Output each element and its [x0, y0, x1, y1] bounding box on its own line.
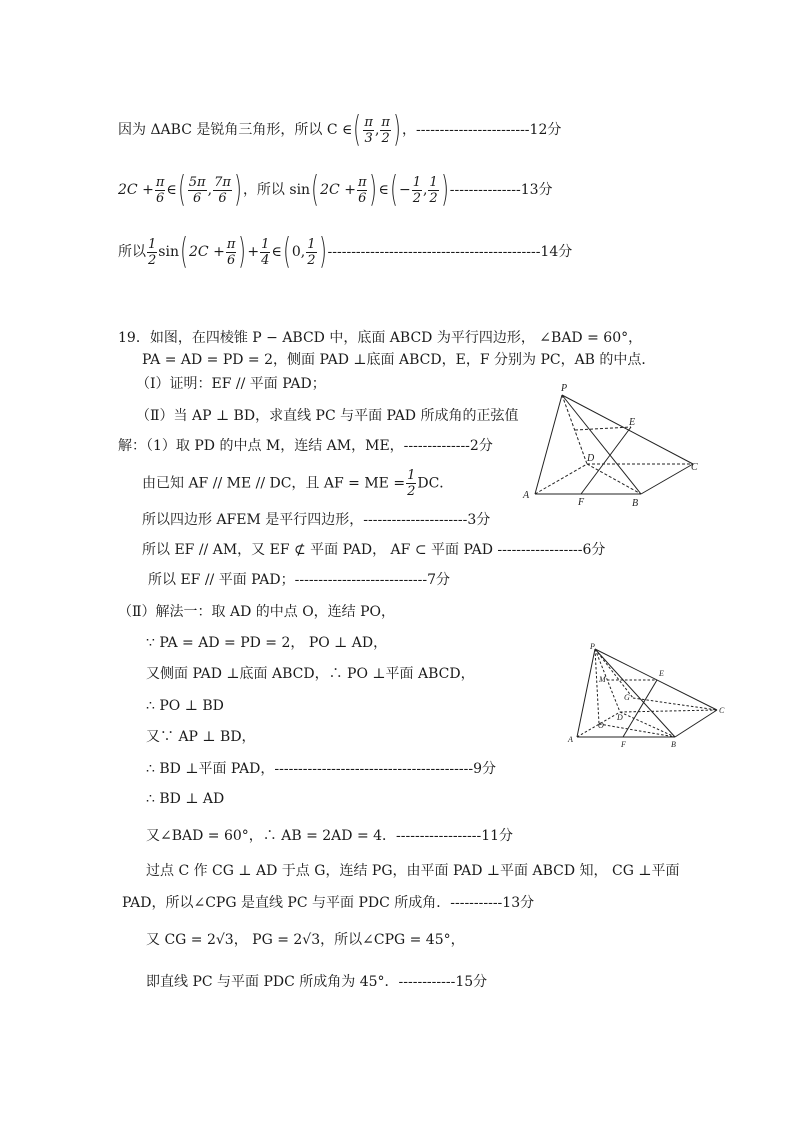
line2-dashes: --------------- [449, 182, 521, 198]
edge-pb [562, 395, 641, 494]
fraction-1-over-2: $\frac{1}{2}$ [412, 174, 421, 206]
fraction-pi-over-3: $\frac{\pi}{3}$ [364, 114, 373, 146]
pyramid-figure-1 [515, 380, 705, 510]
label-B: B [632, 498, 639, 509]
line3-dashes: --------------------------------------------- [327, 244, 541, 260]
label2-E: E [659, 669, 664, 678]
sol2-line8: 又∠BAD = 60°，∴ AB = 2AD = 4．------------------11分 [146, 828, 514, 844]
sol1-line3: 所以四边形 AFEM 是平行四边形，----------------------3分 [142, 512, 491, 528]
edge-ad [535, 464, 587, 494]
line3-score: 14分 [540, 244, 573, 260]
sol1-line4: 所以 EF // AM，又 EF ⊄ 平面 PAD， AF ⊂ 平面 PAD ------------------6分 [142, 542, 606, 558]
label2-A: A [568, 735, 573, 744]
line-2c-range: 2C + $\frac{\pi}{6}$ ∈( $\frac{5\pi}{6}$ , $\frac{7\pi}{6}$ )，所以 sin(2C + $\frac{\pi}{6}$ )∈(− $\frac{1}{2}$ , $\frac{1}{2}$ )---------------13分 [118, 169, 553, 210]
left-paren: ( [353, 109, 362, 150]
right-paren: ) [393, 109, 401, 150]
segment-me [575, 427, 631, 430]
label2-B: B [671, 740, 676, 749]
label2-O: O [598, 721, 604, 730]
label-F: F [578, 497, 585, 508]
q19-part1: （Ⅰ）证明：EF // 平面 PAD； [136, 376, 326, 392]
edge-bc [641, 464, 693, 494]
label2-M: M [599, 675, 606, 684]
fraction-7pi-over-6: $\frac{7\pi}{6}$ [214, 174, 231, 206]
line2-score: 13分 [520, 182, 553, 198]
fraction-5pi-over-6: $\frac{5\pi}{6}$ [188, 174, 206, 206]
label2-C: C [719, 706, 725, 715]
label2-P: P [590, 642, 595, 651]
fraction-pi-over-6: $\frac{\pi}{6}$ [155, 174, 165, 206]
fraction-1-over-4: $\frac{1}{4}$ [261, 236, 270, 268]
line1-prefix: 因为 ΔABC 是锐角三角形，所以 C ∈ [118, 122, 353, 138]
pyramid-figure-2 [565, 642, 735, 752]
label2-D: D [617, 713, 623, 722]
label-D: D [587, 453, 595, 464]
fraction-pi-over-2: $\frac{\pi}{2}$ [381, 114, 390, 146]
label2-F: F [621, 740, 626, 749]
q19-line2: PA = AD = PD = 2，侧面 PAD ⊥底面 ABCD，E，F 分别为 PC，AB 的中点． [142, 352, 656, 368]
label2-G: G [624, 693, 630, 702]
sol2-line10: PAD，所以∠CPG 是直线 PC 与平面 PDC 所成角．-----------13分 [122, 895, 535, 911]
edge-pa [535, 395, 562, 494]
sol1-line1: 解：（1）取 PD 的中点 M，连结 AM，ME，--------------2分 [118, 438, 493, 454]
sol1-line5: 所以 EF // 平面 PAD；----------------------------7分 [148, 572, 450, 588]
fraction-half: $\frac{1}{2}$ [407, 468, 416, 499]
label-E: E [629, 417, 636, 428]
label-P: P [561, 383, 568, 394]
sol2-line7: ∴ BD ⊥ AD [146, 791, 225, 807]
sol2-line2: ∵ PA = AD = PD = 2， PO ⊥ AD， [146, 635, 388, 651]
line1-score: 12分 [529, 122, 562, 138]
sol2-line12: 即直线 PC 与平面 PDC 所成角为 45°．------------15分 [146, 974, 488, 990]
edge-pd [562, 395, 587, 464]
q19-part2: （Ⅱ）当 AP ⊥ BD，求直线 PC 与平面 PAD 所成角的正弦值 [136, 408, 519, 424]
label-A: A [523, 490, 530, 501]
sol2-line5: 又∵ AP ⊥ BD， [146, 729, 256, 745]
edge-db [587, 464, 641, 494]
sol2-line4: ∴ PO ⊥ BD [146, 698, 224, 714]
sol2-line1: （Ⅱ）解法一：取 AD 的中点 O，连结 PO， [118, 604, 396, 620]
q19-line1: 19．如图，在四棱锥 P − ABCD 中，底面 ABCD 为平行四边形， ∠BAD = 60°， [118, 330, 643, 346]
label-C: C [691, 462, 698, 473]
line-final-range: 所以 $\frac{1}{2}$ sin(2C + $\frac{\pi}{6}$ )+ $\frac{1}{4}$ ∈(0, $\frac{1}{2}$ )---------------------------------------------14分 [118, 231, 573, 272]
line1-dashes: ------------------------ [416, 122, 530, 138]
sol2-line9: 过点 C 作 CG ⊥ AD 于点 G，连结 PG，由平面 PAD ⊥平面 ABCD 知， CG ⊥平面 [146, 863, 680, 879]
sol2-line6: ∴ BD ⊥平面 PAD，------------------------------------------9分 [146, 761, 496, 777]
sol2-line11: 又 CG = 2√3， PG = 2√3，所以∠CPG = 45°， [146, 932, 465, 948]
sol1-line2: 由已知 AF // ME // DC，且 AF = ME = $\frac{1}{2}$ DC． [142, 468, 454, 499]
sol2-line3: 又侧面 PAD ⊥底面 ABCD，∴ PO ⊥平面 ABCD， [146, 666, 475, 682]
line-acute-triangle: 因为 ΔABC 是锐角三角形，所以 C ∈( $\frac{\pi}{3}$ , $\frac{\pi}{2}$ )，------------------------12分 [118, 109, 562, 150]
